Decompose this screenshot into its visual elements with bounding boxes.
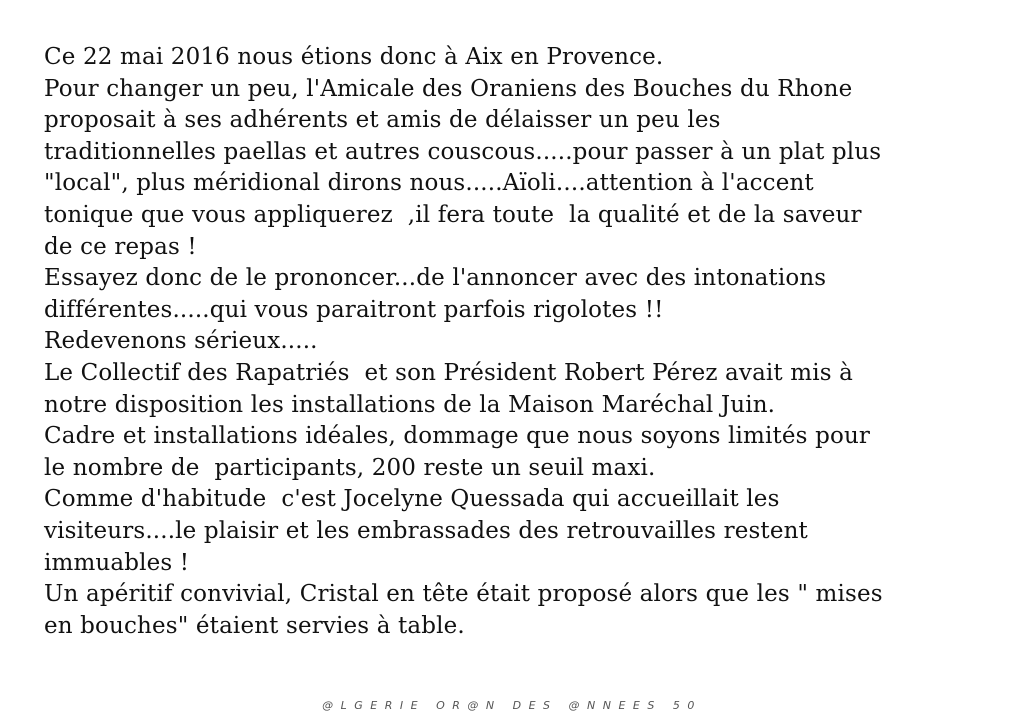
text-line: Ce 22 mai 2016 nous étions donc à Aix en Provence.: [44, 44, 664, 70]
text-line: Un apéritif convivial, Cristal en tête était proposé alors que les " mises: [44, 581, 883, 608]
text-line: immuables !: [44, 549, 190, 576]
text-line: en bouches" étaient servies à table.: [44, 612, 465, 639]
text-line: Comme d'habitude c'est Jocelyne Quessada qui accueillait les: [44, 486, 780, 513]
text-line: Le Collectif des Rapatriés et son Président Robert Pérez avait mis à: [44, 359, 854, 386]
body-text: [44, 42, 1004, 642]
text-line: notre disposition les installations de la Maison Maréchal Juin.: [44, 391, 776, 418]
text-line: Pour changer un peu, l'Amicale des Oraniens des Bouches du Rhone: [44, 75, 853, 102]
text-line: traditionnelles paellas et autres couscous.....pour passer à un plat plus: [44, 138, 882, 165]
text-line: "local", plus méridional dirons nous.....Aïoli....attention à l'accent: [44, 170, 814, 197]
text-line: le nombre de participants, 200 reste un seuil maxi.: [44, 454, 656, 481]
text-line: de ce repas !: [44, 233, 197, 260]
text-line: Essayez donc de le prononcer...de l'annoncer avec des intonations: [44, 265, 827, 292]
page-footer: @LGERIE OR@N DES @NNEES 50: [322, 699, 702, 712]
text-line: différentes.....qui vous paraitront parfois rigolotes !!: [44, 296, 664, 323]
text-line: visiteurs....le plaisir et les embrassades des retrouvailles restent: [44, 517, 808, 544]
text-line: tonique que vous appliquerez ,il fera toute la qualité et de la saveur: [44, 201, 862, 228]
text-line: Redevenons sérieux.....: [44, 328, 318, 355]
text-line: Cadre et installations idéales, dommage que nous soyons limités pour: [44, 423, 871, 450]
text-line: proposait à ses adhérents et amis de délaisser un peu les: [44, 107, 721, 134]
